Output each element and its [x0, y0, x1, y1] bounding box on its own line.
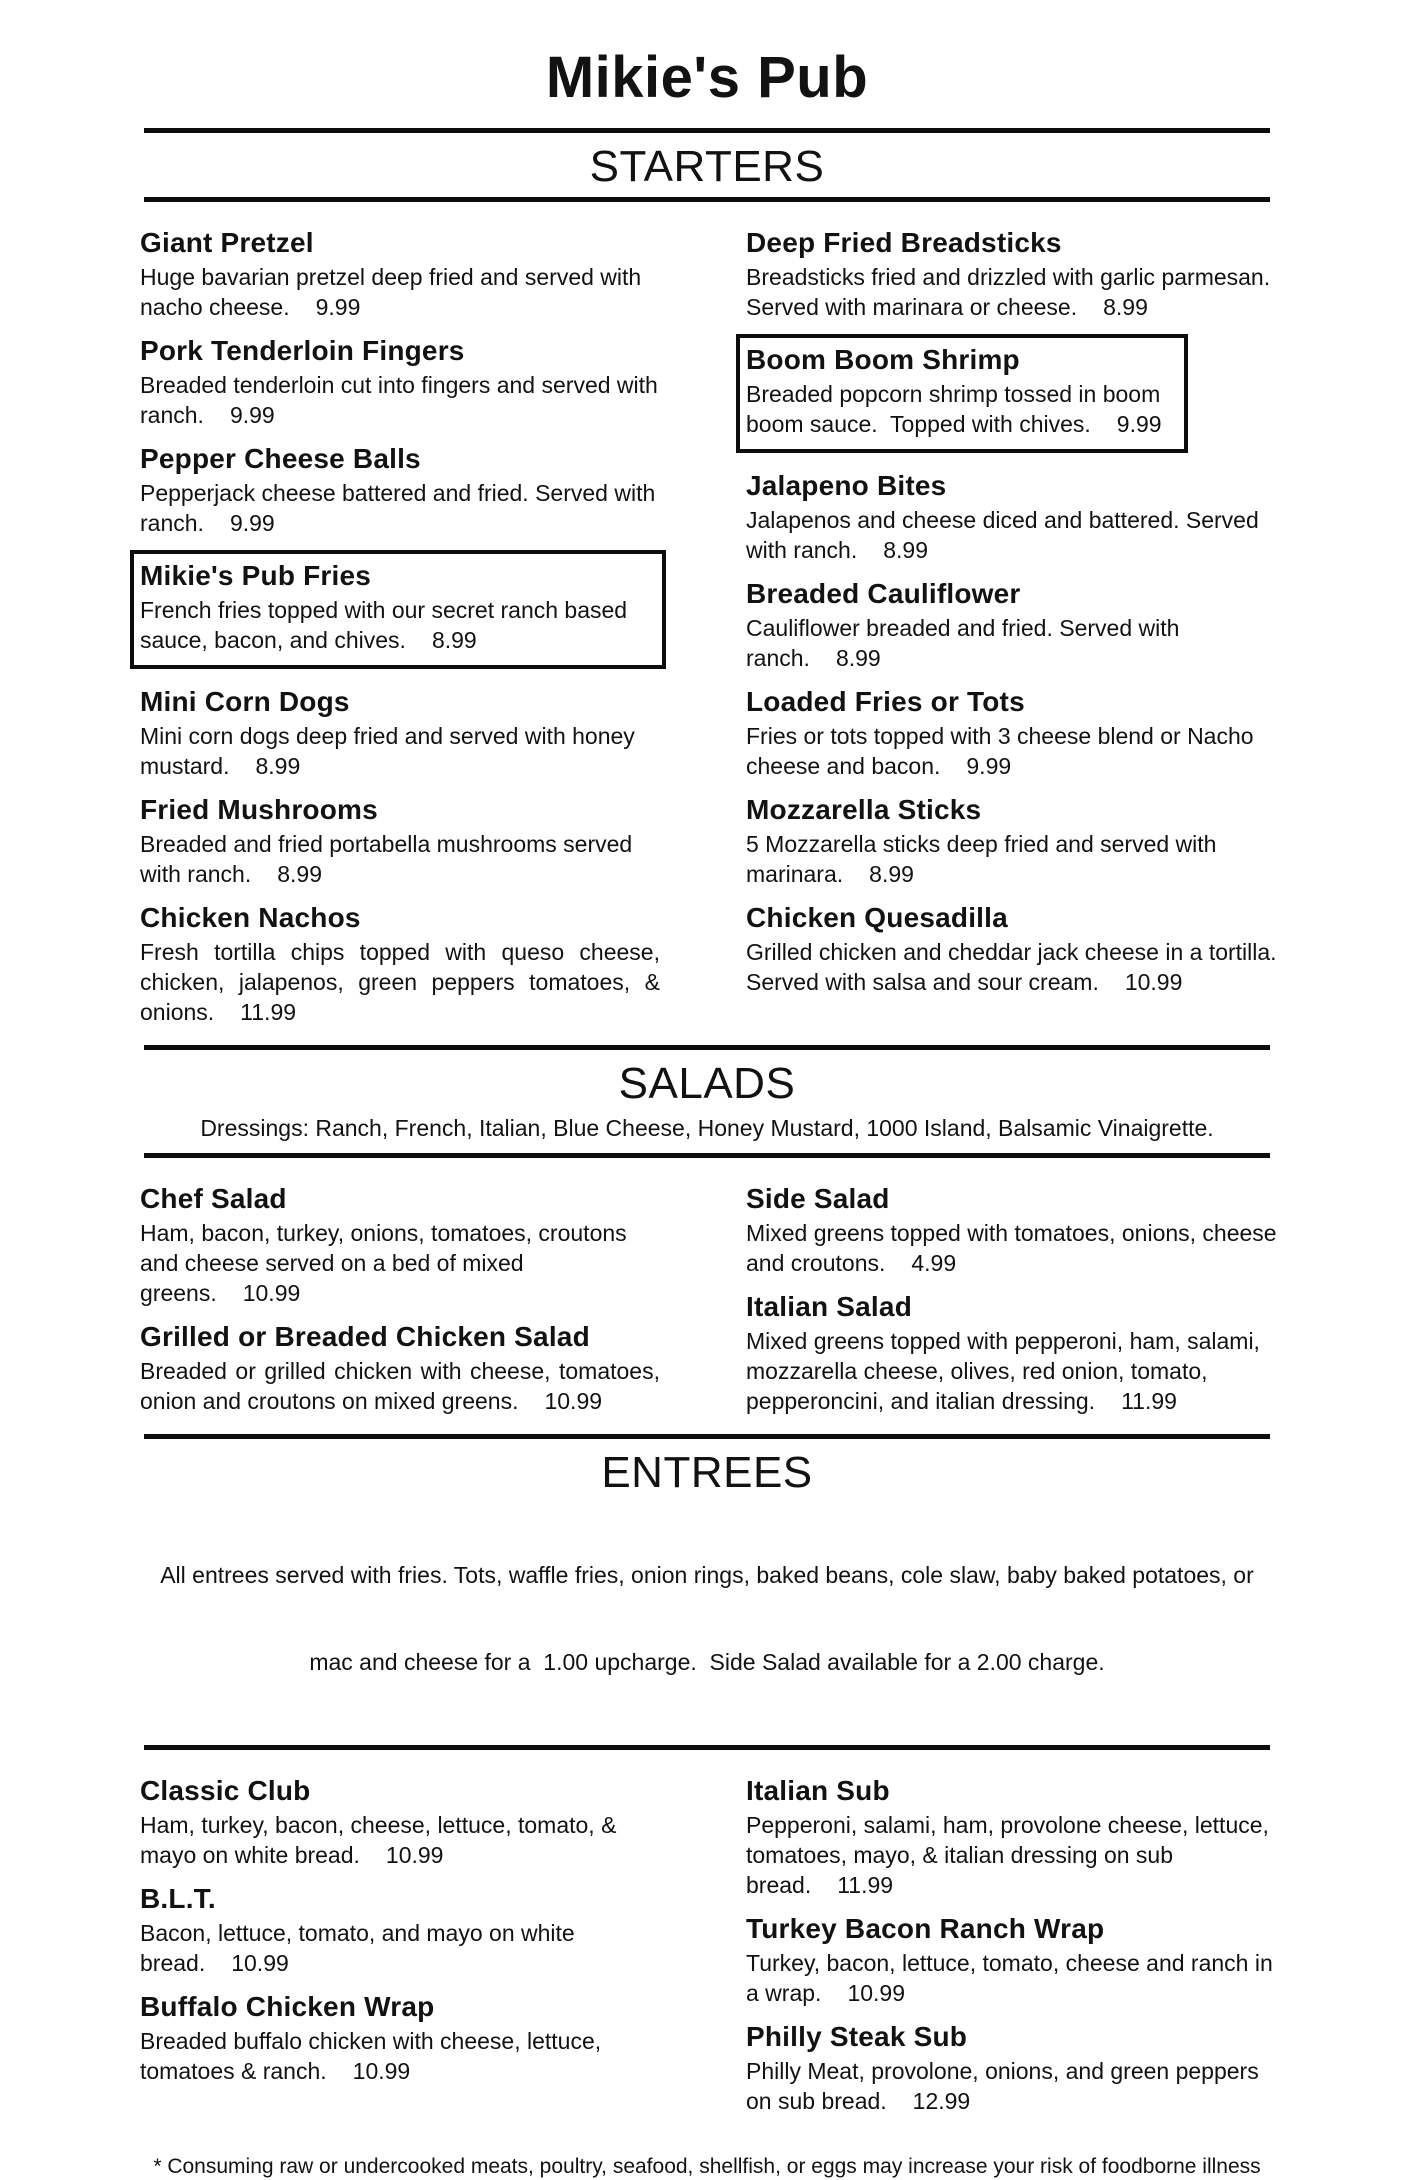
- item-desc: [140, 1918, 660, 1978]
- item-price: 10.99: [231, 1950, 289, 1976]
- item-desc-text: Grilled chicken and cheddar jack cheese in a tortilla. Served with salsa and sour cream.: [746, 939, 1283, 995]
- item-price: 11.99: [1121, 1388, 1177, 1414]
- item-name: Grilled or Breaded Chicken Salad: [140, 1321, 590, 1352]
- menu-item-mini-corn-dogs: [140, 685, 660, 781]
- item-desc-text: French fries topped with our secret ranch based sauce, bacon, and chives.: [140, 597, 634, 653]
- item-desc: [746, 937, 1290, 997]
- entrees-grid: [140, 1774, 1290, 2128]
- item-desc-text: Fresh tortilla chips topped with queso cheese, chicken, jalapenos, green peppers tomatoes, & onions.: [140, 939, 667, 1025]
- item-desc: [140, 2026, 660, 2086]
- item-price: 10.99: [385, 1842, 444, 1868]
- menu-item-philly-steak-sub: [746, 2020, 1290, 2116]
- item-desc: [746, 505, 1290, 565]
- menu-item-mozzarella-sticks: [746, 793, 1290, 889]
- item-name: Philly Steak Sub: [746, 2021, 968, 2052]
- item-desc-text: Bacon, lettuce, tomato, and mayo on white bread.: [140, 1920, 582, 1976]
- item-desc: [140, 1356, 667, 1416]
- entrees-note: [0, 1503, 1414, 1735]
- item-price: 9.99: [315, 294, 361, 320]
- item-desc: [140, 1810, 660, 1870]
- item-desc: [140, 829, 660, 889]
- item-desc-text: Pepperoni, salami, ham, provolone cheese, lettuce, tomatoes, mayo, & italian dressing on sub bread.: [746, 1812, 1276, 1898]
- item-price: 10.99: [1124, 969, 1183, 995]
- item-name: Chicken Quesadilla: [746, 902, 1008, 933]
- starters-right-column: [746, 226, 1290, 1009]
- item-name: Chicken Nachos: [140, 902, 361, 933]
- item-price: 11.99: [837, 1872, 894, 1898]
- item-name: B.L.T.: [140, 1883, 216, 1914]
- item-desc: [746, 829, 1290, 889]
- item-name: Giant Pretzel: [140, 227, 314, 258]
- foodborne-illness-disclaimer: * Consuming raw or undercooked meats, poultry, seafood, shellfish, or eggs may increase your risk of foodborne illness: [153, 2155, 1261, 2178]
- section-heading-entrees: ENTREES: [601, 1448, 813, 1497]
- item-desc: [746, 1218, 1290, 1278]
- salads-right-column: [746, 1182, 1290, 1428]
- divider: [144, 128, 1270, 133]
- item-price: 8.99: [255, 753, 301, 779]
- item-desc: [746, 1810, 1290, 1900]
- menu-item-grilled-or-breaded-chicken-salad: [140, 1320, 667, 1416]
- item-price: 10.99: [352, 2058, 411, 2084]
- item-price: 8.99: [835, 645, 881, 671]
- item-price: 11.99: [240, 999, 297, 1025]
- menu-item-chicken-nachos: [140, 901, 667, 1027]
- menu-item-pork-tenderloin-fingers: [140, 334, 665, 430]
- item-name: Classic Club: [140, 1775, 311, 1806]
- entrees-right-column: [746, 1774, 1290, 2128]
- item-name: Italian Salad: [746, 1291, 912, 1322]
- item-name: Mikie's Pub Fries: [140, 560, 372, 591]
- item-price: 8.99: [1103, 294, 1148, 320]
- divider: [144, 1745, 1270, 1750]
- item-name: Jalapeno Bites: [746, 470, 947, 501]
- menu-item-blt: [140, 1882, 660, 1978]
- divider: [144, 1153, 1270, 1158]
- item-desc: [746, 1326, 1290, 1416]
- item-name: Deep Fried Breadsticks: [746, 227, 1062, 258]
- item-desc-text: Breaded popcorn shrimp tossed in boom boom sauce. Topped with chives.: [746, 381, 1167, 437]
- item-desc: [140, 370, 665, 430]
- item-desc: [140, 937, 667, 1027]
- item-price: 8.99: [277, 861, 322, 887]
- menu-page: [0, 45, 1414, 2178]
- menu-item-fried-mushrooms: [140, 793, 660, 889]
- item-desc-text: Turkey, bacon, lettuce, tomato, cheese and ranch in a wrap.: [746, 1950, 1280, 2006]
- item-price: 9.99: [1116, 411, 1162, 437]
- salads-grid: [140, 1182, 1290, 1428]
- menu-item-side-salad: [746, 1182, 1290, 1278]
- salads-left-column: [140, 1182, 667, 1428]
- menu-item-loaded-fries-or-tots: [746, 685, 1290, 781]
- item-desc-text: Philly Meat, provolone, onions, and green peppers on sub bread.: [746, 2058, 1266, 2114]
- item-name: Pepper Cheese Balls: [140, 443, 421, 474]
- item-desc-text: Huge bavarian pretzel deep fried and served with nacho cheese.: [140, 264, 648, 320]
- page-title: Mikie's Pub: [545, 45, 869, 110]
- item-name: Mozzarella Sticks: [746, 794, 982, 825]
- entrees-left-column: [140, 1774, 660, 2098]
- item-price: 8.99: [883, 537, 928, 563]
- item-desc: [746, 721, 1290, 781]
- item-price: 9.99: [229, 510, 275, 536]
- menu-item-deep-fried-breadsticks: [746, 226, 1290, 322]
- divider: [144, 1045, 1270, 1050]
- item-desc-text: Breaded or grilled chicken with cheese, tomatoes, onion and croutons on mixed greens.: [140, 1358, 667, 1414]
- salad-dressings-note: Dressings: Ranch, French, Italian, Blue Cheese, Honey Mustard, 1000 Island, Balsamic Vinaigrette.: [200, 1115, 1214, 1141]
- item-desc-text: Breaded buffalo chicken with cheese, lettuce, tomatoes & ranch.: [140, 2028, 608, 2084]
- item-price: 8.99: [869, 861, 914, 887]
- item-desc-text: Cauliflower breaded and fried. Served with ranch.: [746, 615, 1186, 671]
- menu-item-italian-sub: [746, 1774, 1290, 1900]
- item-name: Mini Corn Dogs: [140, 686, 350, 717]
- item-desc-text: Breadsticks fried and drizzled with garlic parmesan. Served with marinara or cheese.: [746, 264, 1277, 320]
- item-desc: [746, 613, 1290, 673]
- section-heading-salads: SALADS: [618, 1059, 796, 1108]
- entrees-note-line-1: All entrees served with fries. Tots, waffle fries, onion rings, baked beans, cole slaw, baby baked potatoes, or: [160, 1562, 1254, 1588]
- item-desc-text: Ham, bacon, turkey, onions, tomatoes, croutons and cheese served on a bed of mixed greens.: [140, 1220, 634, 1306]
- item-desc: [140, 478, 660, 538]
- item-price: 9.99: [966, 753, 1012, 779]
- item-desc: [746, 262, 1290, 322]
- starters-left-column: [140, 226, 667, 1039]
- menu-item-classic-club: [140, 1774, 660, 1870]
- item-desc: [140, 595, 652, 655]
- item-price: 10.99: [847, 1980, 905, 2006]
- menu-item-giant-pretzel: [140, 226, 660, 322]
- item-desc-text: 5 Mozzarella sticks deep fried and served with marinara.: [746, 831, 1223, 887]
- item-name: Pork Tenderloin Fingers: [140, 335, 465, 366]
- item-name: Loaded Fries or Tots: [746, 686, 1025, 717]
- item-name: Fried Mushrooms: [140, 794, 378, 825]
- item-desc-text: Pepperjack cheese battered and fried. Served with ranch.: [140, 480, 662, 536]
- menu-item-italian-salad: [746, 1290, 1290, 1416]
- item-desc-text: Mixed greens topped with tomatoes, onions, cheese and croutons.: [746, 1220, 1283, 1276]
- entrees-note-line-2: mac and cheese for a 1.00 upcharge. Side Salad available for a 2.00 charge.: [309, 1649, 1105, 1675]
- menu-item-mikies-pub-fries: [130, 550, 666, 669]
- item-desc-text: Breaded and fried portabella mushrooms served with ranch.: [140, 831, 639, 887]
- menu-item-jalapeno-bites: [746, 469, 1290, 565]
- item-name: Chef Salad: [140, 1183, 287, 1214]
- menu-item-breaded-cauliflower: [746, 577, 1290, 673]
- item-name: Breaded Cauliflower: [746, 578, 1021, 609]
- item-desc: [140, 1218, 660, 1308]
- menu-item-buffalo-chicken-wrap: [140, 1990, 660, 2086]
- starters-grid: [140, 226, 1290, 1039]
- item-price: 12.99: [912, 2088, 971, 2114]
- item-name: Buffalo Chicken Wrap: [140, 1991, 435, 2022]
- menu-item-chicken-quesadilla: [746, 901, 1290, 997]
- section-heading-starters: STARTERS: [589, 142, 825, 191]
- item-price: 4.99: [911, 1250, 957, 1276]
- item-desc: [140, 262, 660, 322]
- item-price: 8.99: [431, 627, 477, 653]
- item-desc: [746, 2056, 1290, 2116]
- item-desc-text: Fries or tots topped with 3 cheese blend or Nacho cheese and bacon.: [746, 723, 1260, 779]
- item-name: Italian Sub: [746, 1775, 890, 1806]
- item-desc-text: Ham, turkey, bacon, cheese, lettuce, tomato, & mayo on white bread.: [140, 1812, 623, 1868]
- menu-item-turkey-bacon-ranch-wrap: [746, 1912, 1290, 2008]
- menu-item-chef-salad: [140, 1182, 660, 1308]
- item-price: 10.99: [242, 1280, 301, 1306]
- item-name: Turkey Bacon Ranch Wrap: [746, 1913, 1105, 1944]
- item-price: 9.99: [229, 402, 275, 428]
- item-desc-text: Jalapenos and cheese diced and battered. Served with ranch.: [746, 507, 1266, 563]
- menu-item-boom-boom-shrimp: [736, 334, 1188, 453]
- item-desc-text: Mixed greens topped with pepperoni, ham, salami, mozzarella cheese, olives, red onion, tomato, pepperoncini, and italian dressing.: [746, 1328, 1267, 1414]
- item-desc: [140, 721, 660, 781]
- item-desc: [746, 379, 1174, 439]
- menu-item-pepper-cheese-balls: [140, 442, 660, 538]
- item-name: Side Salad: [746, 1183, 890, 1214]
- divider: [144, 197, 1270, 202]
- item-desc: [746, 1948, 1290, 2008]
- item-price: 10.99: [544, 1388, 603, 1414]
- item-desc-text: Breaded tenderloin cut into fingers and served with ranch.: [140, 372, 665, 428]
- item-desc-text: Mini corn dogs deep fried and served with honey mustard.: [140, 723, 642, 779]
- item-name: Boom Boom Shrimp: [746, 344, 1020, 375]
- divider: [144, 1434, 1270, 1439]
